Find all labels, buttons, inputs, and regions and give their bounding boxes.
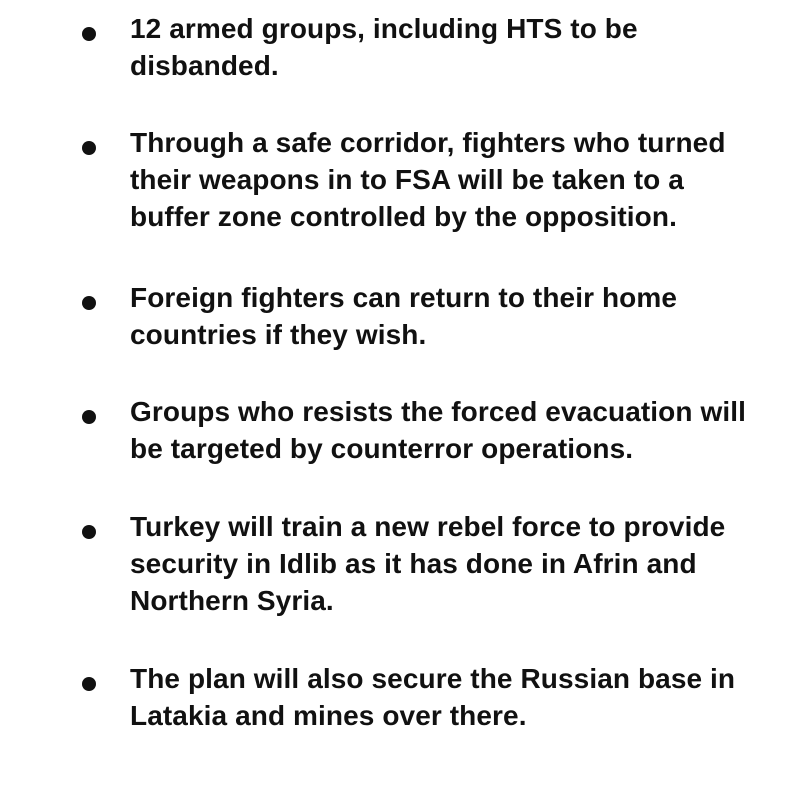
bullet-text: The plan will also secure the Russian base in Latakia and mines over there. (130, 663, 736, 731)
bullet-text: Through a safe corridor, fighters who turned their weapons in to FSA will be taken to a buffer zone controlled by the opposition. (130, 127, 726, 232)
bullet-dot-icon (82, 141, 96, 155)
bullet-text: Groups who resists the forced evacuation will be targeted by counterror operations. (130, 396, 746, 464)
bullet-text: Turkey will train a new rebel force to provide security in Idlib as it has done in Afrin and Northern Syria. (130, 511, 726, 616)
bullet-text: Foreign fighters can return to their home countries if they wish. (130, 282, 678, 350)
bullet-dot-icon (82, 27, 96, 41)
bullet-dot-icon (82, 677, 96, 691)
bullet-dot-icon (82, 525, 96, 539)
bullet-dot-icon (82, 296, 96, 310)
bullet-text: 12 armed groups, including HTS to be disbanded. (130, 13, 638, 81)
bullet-dot-icon (82, 410, 96, 424)
